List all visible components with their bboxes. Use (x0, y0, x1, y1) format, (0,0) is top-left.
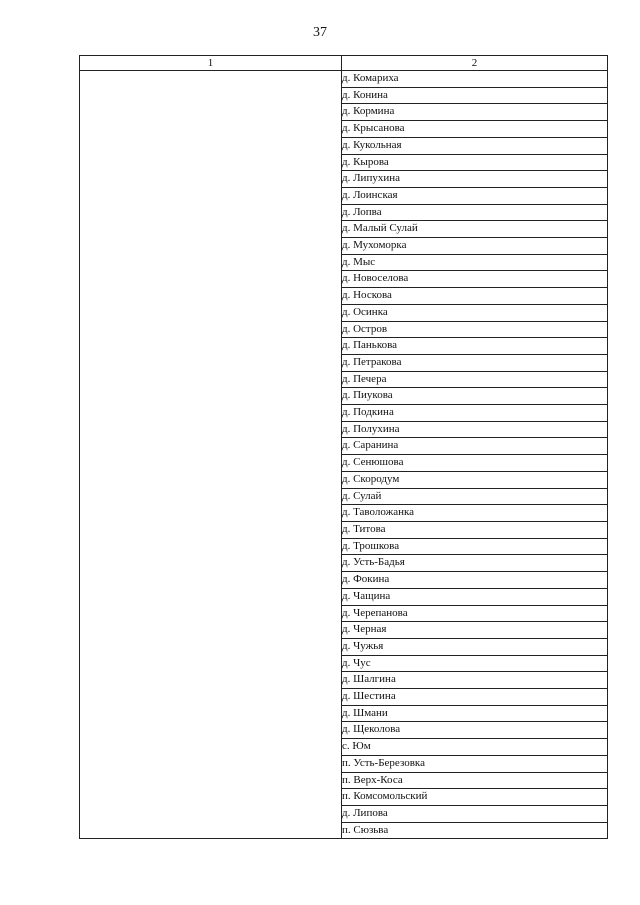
settlement-name: д. Щеколова (342, 722, 608, 739)
settlement-name: д. Кукольная (342, 137, 608, 154)
settlement-name: д. Чужья (342, 638, 608, 655)
settlement-name: д. Мухоморка (342, 238, 608, 255)
settlement-name: д. Сулай (342, 488, 608, 505)
settlement-name: д. Скородум (342, 471, 608, 488)
settlement-name: д. Петракова (342, 354, 608, 371)
settlement-name: п. Усть-Березовка (342, 755, 608, 772)
settlement-name: д. Мыс (342, 254, 608, 271)
settlement-name: д. Полухина (342, 421, 608, 438)
settlements-table (79, 55, 608, 839)
settlement-name: д. Титова (342, 521, 608, 538)
settlement-name: д. Черная (342, 622, 608, 639)
settlement-name: д. Осинка (342, 304, 608, 321)
settlement-name: п. Верх-Коса (342, 772, 608, 789)
settlement-name: д. Новоселова (342, 271, 608, 288)
page-number: 37 (313, 25, 327, 40)
settlement-name: д. Усть-Бадья (342, 555, 608, 572)
settlement-name: д. Печера (342, 371, 608, 388)
table-body (80, 71, 608, 839)
settlement-name: д. Шалгина (342, 672, 608, 689)
settlement-name: д. Крысанова (342, 121, 608, 138)
settlement-name: д. Остров (342, 321, 608, 338)
settlement-name: д. Носкова (342, 288, 608, 305)
settlement-name: д. Саранина (342, 438, 608, 455)
settlement-name: д. Фокина (342, 572, 608, 589)
settlement-name: д. Конина (342, 87, 608, 104)
settlement-name: д. Шмани (342, 705, 608, 722)
settlement-name: д. Комариха (342, 71, 608, 88)
settlement-name: д. Чус (342, 655, 608, 672)
column-header-2: 2 (342, 56, 608, 71)
settlement-name: с. Юм (342, 739, 608, 756)
settlement-name: д. Черепанова (342, 605, 608, 622)
settlement-name: д. Пиукова (342, 388, 608, 405)
settlement-name: д. Липова (342, 805, 608, 822)
settlement-name: д. Лоинская (342, 187, 608, 204)
settlement-name: д. Лопва (342, 204, 608, 221)
settlement-name: д. Подкина (342, 405, 608, 422)
column-1-cell (80, 71, 342, 839)
settlement-name: д. Трошкова (342, 538, 608, 555)
settlement-name: д. Липухина (342, 171, 608, 188)
table-row (80, 71, 608, 88)
settlement-name: д. Малый Сулай (342, 221, 608, 238)
settlement-name: д. Таволожанка (342, 505, 608, 522)
settlement-name: п. Комсомольский (342, 789, 608, 806)
settlement-name: д. Кырова (342, 154, 608, 171)
column-header-1: 1 (80, 56, 342, 71)
settlement-name: д. Шестина (342, 689, 608, 706)
settlement-name: д. Чащина (342, 588, 608, 605)
settlement-name: д. Кормина (342, 104, 608, 121)
settlement-name: д. Сенюшова (342, 455, 608, 472)
table-header-row (80, 56, 608, 71)
settlement-name: д. Панькова (342, 338, 608, 355)
settlement-name: п. Сюзьва (342, 822, 608, 839)
